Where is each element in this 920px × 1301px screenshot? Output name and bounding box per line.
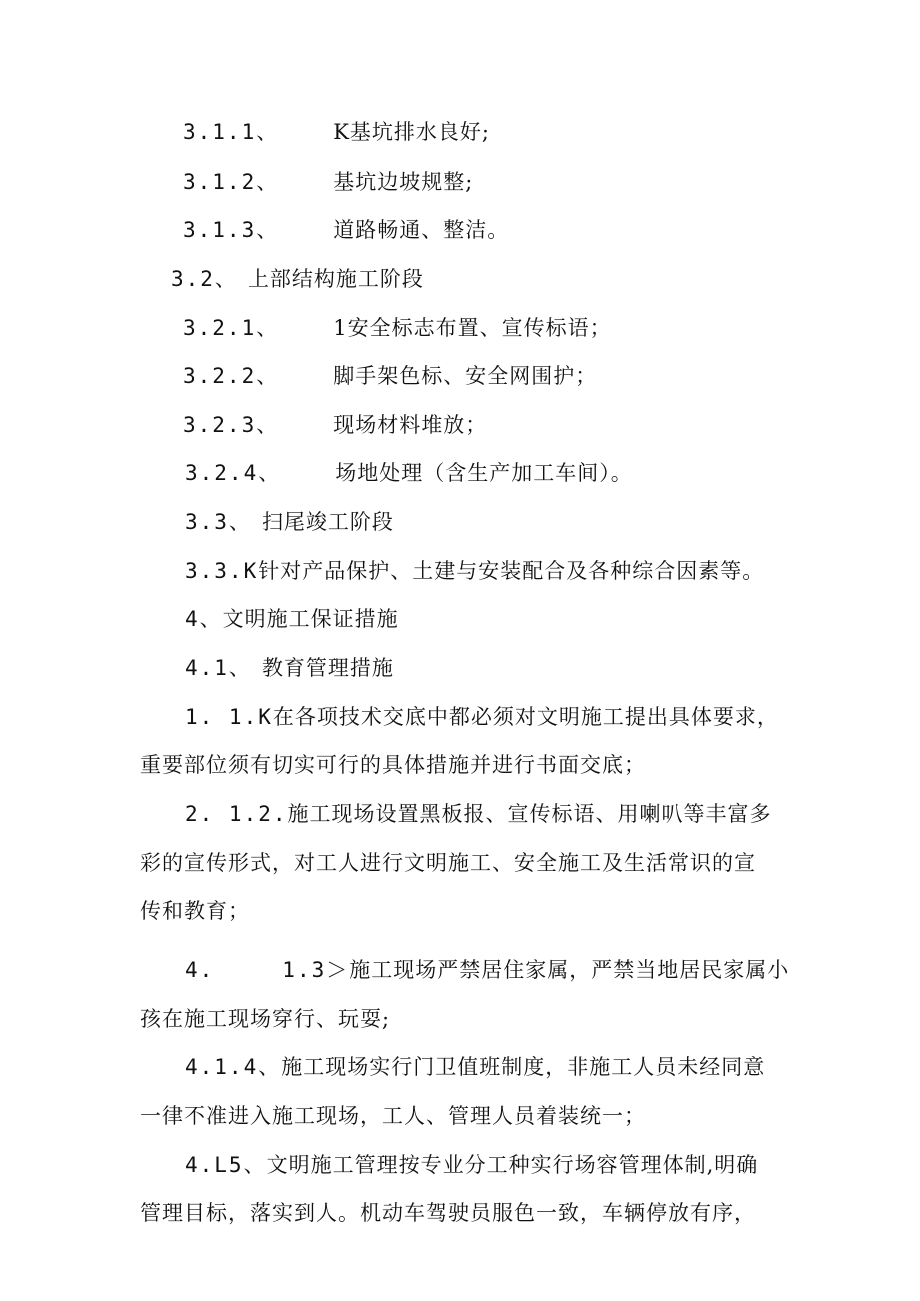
item-number: 3.1.1、	[183, 120, 280, 144]
item-text: 现场材料堆放；	[333, 413, 488, 437]
item-text: K基坑排水良好;	[333, 120, 490, 144]
item-number: 4、	[185, 607, 223, 631]
paragraph-text: 重要部位须有切实可行的具体措施并进行书面交底；	[140, 753, 646, 777]
item-number: 3.2.3、	[183, 413, 280, 437]
paragraph-3-line-2	[140, 1005, 390, 1033]
paragraph-4-line-2	[140, 1102, 646, 1130]
paragraph-1-line-2	[140, 751, 646, 779]
item-3-2-4	[185, 459, 633, 487]
paragraph-text: 彩的宣传形式，对工人进行文明施工、安全施工及生活常识的宣	[140, 851, 756, 875]
item-3-1-3	[183, 216, 509, 244]
item-text: 基坑边坡规整;	[333, 170, 474, 194]
paragraph-1-first-line	[185, 703, 779, 731]
paragraph-text: 文明施工管理按专业分工种实行场容管理体制,明确	[266, 1153, 759, 1177]
section-3-2-heading	[171, 265, 424, 293]
paragraph-3-first-line	[185, 956, 789, 984]
item-text: 脚手架色标、安全网围护；	[333, 364, 598, 388]
item-3-2-2	[183, 362, 597, 390]
paragraph-text: 施工现场实行门卫值班制度，非施工人员未经同意	[281, 1055, 766, 1079]
item-text: 教育管理措施	[261, 656, 394, 680]
paragraph-4-first-line	[185, 1053, 765, 1081]
paragraph-5-line-2	[140, 1199, 756, 1227]
item-text: 道路畅通、整洁。	[333, 218, 510, 242]
item-number: 1. 1.K	[185, 705, 273, 729]
item-3-1-1	[183, 118, 490, 146]
item-number: 4.1、	[185, 656, 252, 680]
item-3-1-2	[183, 168, 473, 196]
paragraph-text: 施工现场设置黑板报、宣传标语、用喇叭等丰富多	[287, 802, 772, 826]
item-number: 4.L5、	[185, 1153, 267, 1177]
section-4-1-heading	[185, 654, 394, 682]
item-text: 场地处理（含生产加工车间）。	[335, 461, 633, 485]
item-number: 4.1.4、	[185, 1055, 282, 1079]
item-text: 扫尾竣工阶段	[261, 510, 394, 534]
item-number: 3.2、	[171, 267, 238, 291]
item-number: 4.	[185, 958, 215, 982]
paragraph-text: 管理目标，落实到人。机动车驾驶员服色一致，车辆停放有序，	[140, 1201, 756, 1225]
item-text: 文明施工保证措施	[222, 607, 399, 631]
item-number: 3.2.2、	[183, 364, 280, 388]
item-number: 3.3.K	[185, 559, 259, 583]
item-number: 3.1.3、	[183, 218, 280, 242]
paragraph-text: 施工现场严禁居住家属，严禁当地居民家属小	[349, 958, 790, 982]
item-subnumber: 1.3＞	[282, 958, 350, 982]
section-4-heading	[185, 605, 399, 633]
paragraph-5-first-line	[185, 1151, 758, 1179]
paragraph-2-first-line	[185, 800, 772, 828]
item-number: 3.3、	[185, 510, 252, 534]
item-number: 3.2.4、	[185, 461, 282, 485]
item-number: 3.2.1、	[183, 316, 280, 340]
paragraph-text: 传和教育；	[140, 899, 250, 923]
section-3-3-heading	[185, 508, 394, 536]
paragraph-text: 一律不准进入施工现场，工人、管理人员着装统一；	[140, 1104, 646, 1128]
item-text: 上部结构施工阶段	[247, 267, 424, 291]
item-3-2-3	[183, 411, 487, 439]
item-text: 1安全标志布置、宣传标语；	[333, 316, 612, 340]
paragraph-text: 孩在施工现场穿行、玩耍;	[140, 1007, 391, 1031]
item-3-2-1	[183, 314, 612, 342]
paragraph-2-line-3	[140, 897, 250, 925]
paragraph-text: 在各项技术交底中都必须对文明施工提出具体要求，	[272, 705, 779, 729]
item-number: 3.1.2、	[183, 170, 280, 194]
item-number: 2. 1.2.	[185, 802, 288, 826]
paragraph-2-line-2	[140, 849, 756, 877]
item-text: 针对产品保护、土建与安装配合及各种综合因素等。	[258, 559, 765, 583]
item-3-3-1	[185, 557, 764, 585]
